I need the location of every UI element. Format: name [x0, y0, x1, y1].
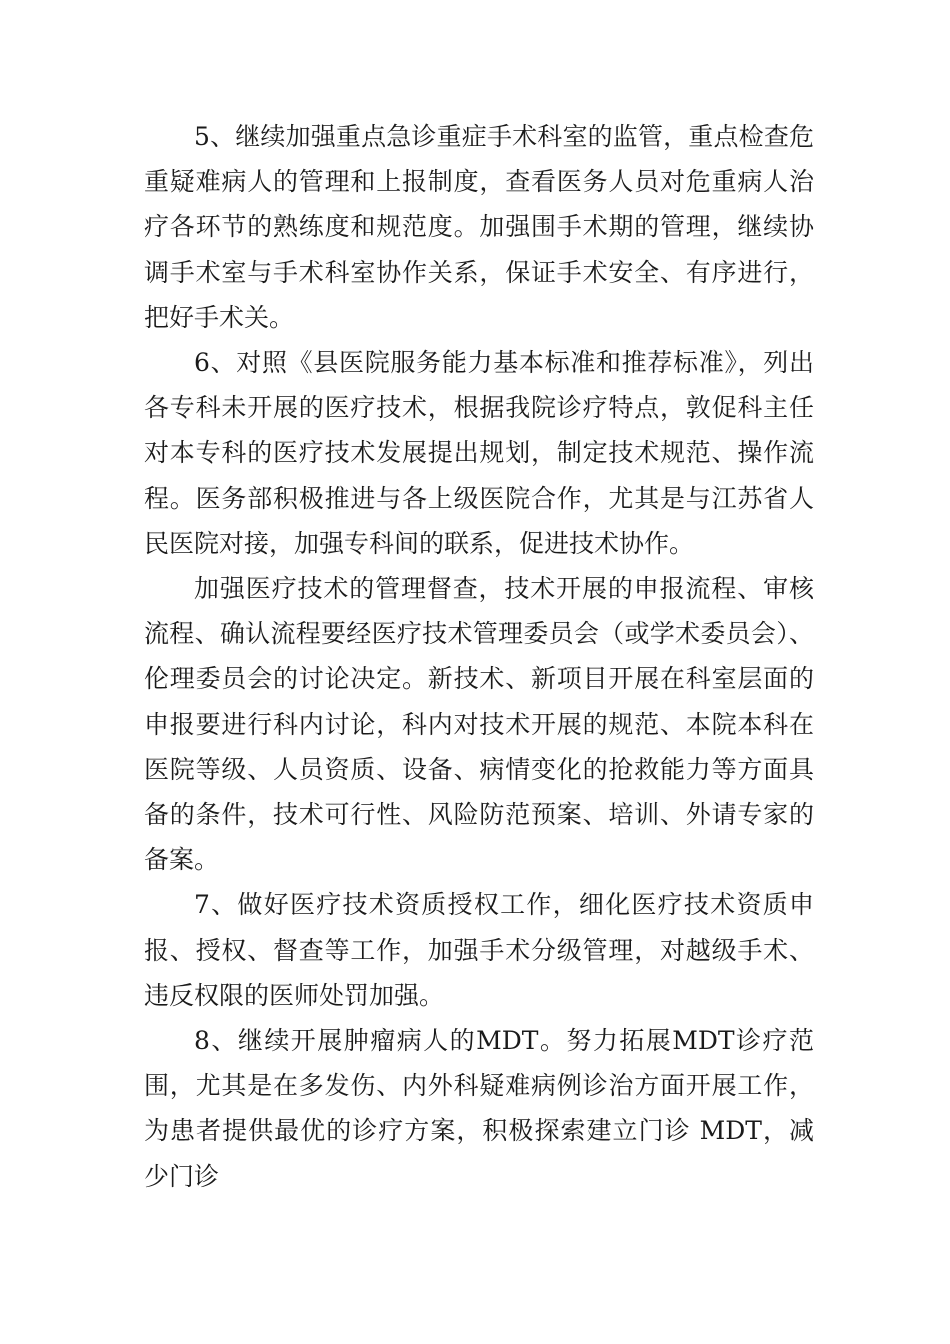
paragraph-item-6: 6、对照《县医院服务能力基本标准和推荐标准》，列出各专科未开展的医疗技术，根据我院诊疗特点，敦促科主任对本专科的医疗技术发展提出规划，制定技术规范、操作流程。医务部积极推进与各上级医院合作，尤其是与江苏省人民医院对接，加强专科间的联系，促进技术协作。: [144, 348, 814, 558]
paragraph-item-8: 8、继续开展肿瘤病人的MDT。努力拓展MDT诊疗范围，尤其是在多发伤、内外科疑难病例诊治方面开展工作，为患者提供最优的诊疗方案，积极探索建立门诊 MDT，减少门诊: [144, 1026, 814, 1191]
paragraph-technology-supervision: 加强医疗技术的管理督查，技术开展的申报流程、审核流程、确认流程要经医疗技术管理委员会（或学术委员会）、伦理委员会的讨论决定。新技术、新项目开展在科室层面的申报要进行科内讨论，科内对技术开展的规范、本院本科在医院等级、人员资质、设备、病情变化的抢救能力等方面具备的条件，技术可行性、风险防范预案、培训、外请专家的备案。: [144, 574, 814, 875]
document-body: [144, 114, 814, 1199]
paragraph-item-5: 5、继续加强重点急诊重症手术科室的监管，重点检查危重疑难病人的管理和上报制度，查看医务人员对危重病人治疗各环节的熟练度和规范度。加强围手术期的管理，继续协调手术室与手术科室协作关系，保证手术安全、有序进行，把好手术关。: [144, 122, 814, 332]
paragraph-item-7: 7、做好医疗技术资质授权工作，细化医疗技术资质申报、授权、督查等工作，加强手术分级管理，对越级手术、违反权限的医师处罚加强。: [144, 890, 814, 1010]
